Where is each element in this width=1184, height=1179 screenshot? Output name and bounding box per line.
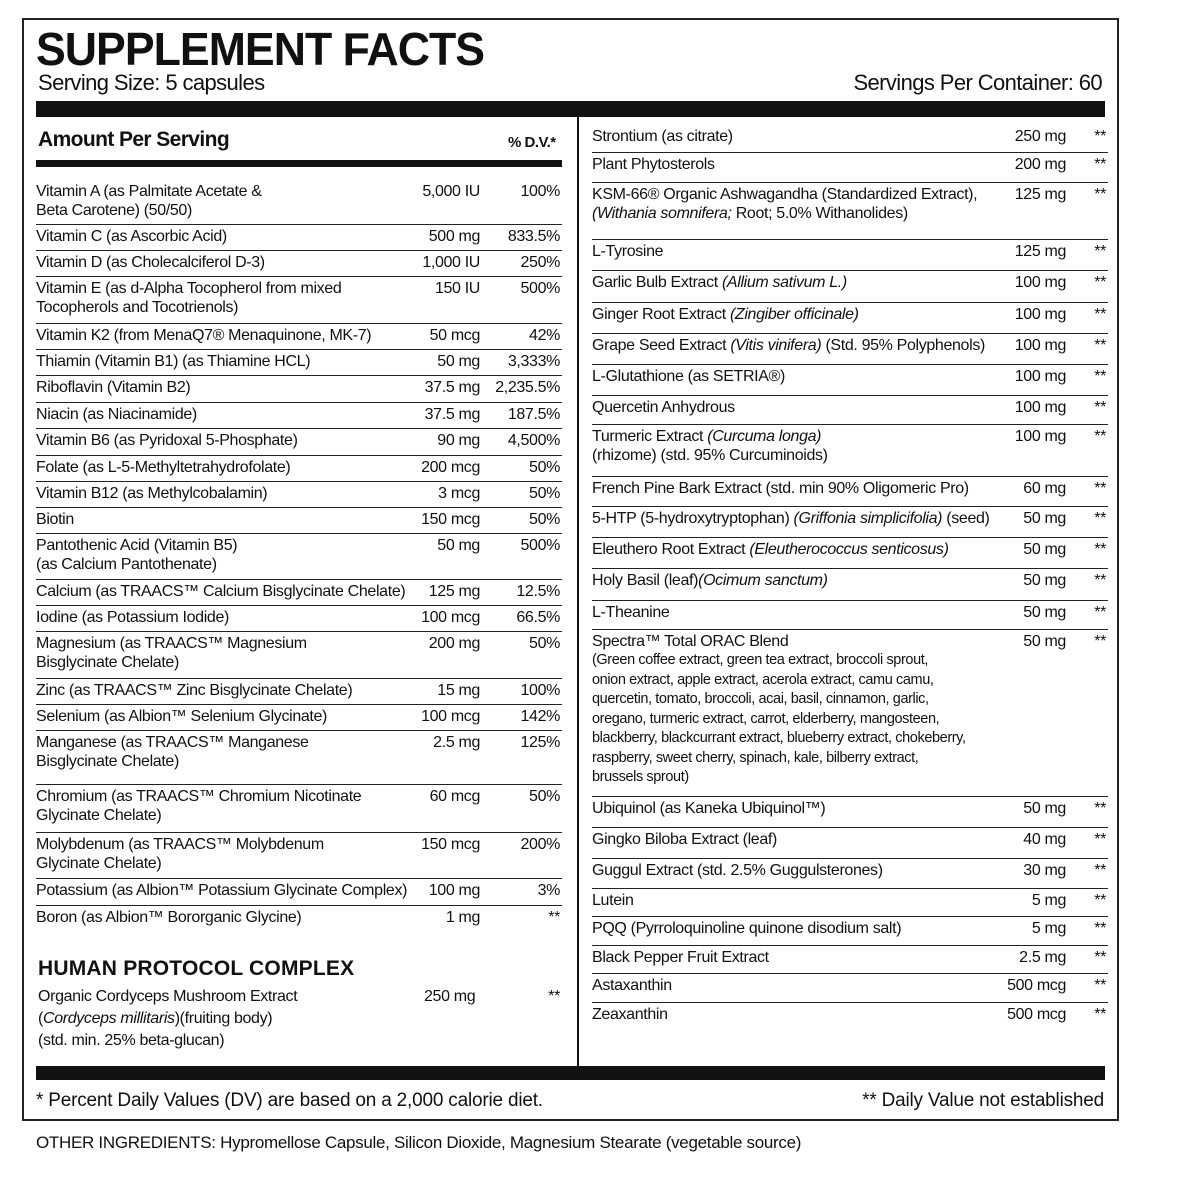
nutrient-row [592, 183, 1108, 240]
name-text: Vitamin D (as Cholecalciferol D-3) [36, 254, 265, 271]
name-text: Vitamin A (as Palmitate Acetate & Beta Carotene) (50/50) [36, 183, 262, 219]
name-text: Chromium (as TRAACS™ Chromium Nicotinate Glycinate Chelate) [36, 788, 362, 824]
nutrient-row [592, 917, 1108, 946]
nutrient-row [592, 425, 1108, 477]
nutrient-amount: 125 mg [1014, 186, 1066, 203]
nutrient-row [36, 632, 562, 679]
nutrient-amount: 100 mg [1014, 428, 1066, 445]
nutrient-row [592, 946, 1108, 974]
name-text: Ginger Root Extract [592, 306, 730, 323]
name-text: Holy Basil (leaf) [592, 572, 699, 589]
name-text: Manganese (as TRAACS™ Manganese Bisglycinate Chelate) [36, 734, 309, 770]
nutrient-amount: 2.5 mg [1019, 949, 1066, 966]
nutrient-name [36, 484, 267, 503]
nutrient-row [592, 828, 1108, 859]
name-text: Vitamin C (as Ascorbic Acid) [36, 228, 227, 245]
nutrient-amount: 30 mg [1023, 862, 1066, 879]
name-text: 5-HTP (5-hydroxytryptophan) [592, 510, 794, 527]
nutrient-row [592, 303, 1108, 334]
name-text: PQQ (Pyrroloquinoline quinone disodium salt) [592, 920, 902, 937]
panel-title: SUPPLEMENT FACTS [36, 23, 485, 75]
nutrient-amount: 50 mg [1023, 510, 1066, 527]
not-established-footnote: ** Daily Value not established [862, 1090, 1104, 1111]
name-text: Magnesium (as TRAACS™ Magnesium Bisglycinate Chelate) [36, 635, 307, 671]
nutrient-row [36, 429, 562, 456]
name-text: Selenium (as Albion™ Selenium Glycinate) [36, 708, 328, 725]
nutrient-row [592, 271, 1108, 303]
nutrient-dv: ** [1094, 920, 1106, 937]
nutrient-amount: 5 mg [1031, 892, 1066, 909]
nutrient-amount: 90 mg [437, 432, 480, 449]
nutrient-name [592, 242, 663, 261]
name-text: L-Glutathione (as SETRIA®) [592, 368, 785, 385]
dv-footnote: * Percent Daily Values (DV) are based on a 2,000 calorie diet. [36, 1090, 543, 1111]
nutrient-amount: 40 mg [1023, 831, 1066, 848]
nutrient-name [36, 881, 407, 900]
name-text: Riboflavin (Vitamin B2) [36, 379, 191, 396]
nutrient-amount: 100 mg [1014, 274, 1066, 291]
name-text: Thiamin (Vitamin B1) (as Thiamine HCL) [36, 353, 311, 370]
nutrient-name [36, 634, 307, 672]
nutrient-name [36, 787, 361, 825]
nutrient-dv: 250% [520, 254, 560, 271]
nutrient-row [592, 889, 1108, 917]
nutrient-amount: 100 mg [1014, 399, 1066, 416]
name-text: Niacin (as Niacinamide) [36, 406, 197, 423]
nutrient-dv: ** [1094, 541, 1106, 558]
nutrient-name [592, 398, 735, 417]
nutrient-name [592, 861, 883, 880]
nutrient-amount: 50 mcg [429, 327, 480, 344]
nutrient-amount: 200 mg [428, 635, 480, 652]
name-text: (Std. 95% Polyphenols) [821, 337, 985, 354]
nutrient-dv: ** [548, 909, 560, 926]
name-text: Vitamin K2 (from MenaQ7® Menaquinone, MK-7) [36, 327, 372, 344]
name-text: Eleuthero Root Extract [592, 541, 750, 558]
latin-name: (Withania somnifera; [592, 205, 732, 222]
nutrient-name [36, 536, 237, 574]
name-text: Organic Cordyceps Mushroom Extract ( [38, 988, 298, 1027]
nutrient-row [36, 350, 562, 376]
nutrient-name [592, 367, 785, 386]
nutrient-name [592, 799, 825, 818]
name-text: Astaxanthin [592, 977, 672, 994]
nutrient-name [36, 908, 301, 927]
nutrient-name [592, 948, 769, 967]
name-text: Garlic Bulb Extract [592, 274, 722, 291]
nutrient-dv: 200% [520, 836, 560, 853]
nutrient-amount: 100 mg [1014, 368, 1066, 385]
column-divider [577, 117, 579, 1067]
nutrient-name [36, 733, 309, 771]
nutrient-name [36, 431, 298, 450]
table-header-bar [36, 160, 562, 167]
nutrient-dv: ** [1094, 800, 1106, 817]
footer-divider-bar [36, 1066, 1105, 1080]
nutrient-dv: 187.5% [507, 406, 560, 423]
nutrient-amount: 100 mcg [421, 708, 480, 725]
nutrient-dv: 833.5% [507, 228, 560, 245]
nutrient-row [592, 477, 1108, 507]
nutrient-amount: 50 mg [1023, 572, 1066, 589]
latin-name: (Eleutherococcus senticosus) [749, 541, 949, 558]
name-text: Pantothenic Acid (Vitamin B5) (as Calcium Pantothenate) [36, 537, 238, 573]
nutrient-amount: 150 mcg [421, 836, 480, 853]
latin-name: (Allium sativum L.) [721, 274, 847, 291]
nutrient-row [592, 365, 1108, 396]
nutrient-dv: ** [1094, 243, 1106, 260]
nutrient-dv: 2,235.5% [495, 379, 560, 396]
nutrient-amount: 100 mg [428, 882, 480, 899]
nutrient-amount: 200 mg [1014, 156, 1066, 173]
nutrient-row [36, 679, 562, 705]
nutrient-dv: ** [1094, 368, 1106, 385]
nutrient-name [592, 603, 669, 622]
nutrient-amount: 100 mg [1014, 337, 1066, 354]
nutrient-name [592, 830, 777, 849]
nutrient-dv: ** [1094, 186, 1106, 203]
nutrient-row [36, 376, 562, 403]
nutrient-row [36, 534, 562, 580]
nutrient-row [592, 538, 1108, 569]
nutrient-dv: 100% [520, 682, 560, 699]
complex-ingredient-name [38, 988, 297, 1049]
nutrient-name [36, 681, 352, 700]
nutrient-dv: ** [1094, 274, 1106, 291]
nutrient-row [36, 456, 562, 482]
nutrient-dv: 100% [520, 183, 560, 200]
nutrient-amount: 60 mg [1023, 480, 1066, 497]
name-text: )(fruiting body) (std. min. 25% beta-glucan) [38, 1010, 273, 1049]
name-text: Vitamin B12 (as Methylcobalamin) [36, 485, 268, 502]
name-text: Quercetin Anhydrous [592, 399, 735, 416]
nutrient-amount: 1 mg [445, 909, 480, 926]
nutrient-amount: 37.5 mg [424, 379, 480, 396]
name-text: Biotin [36, 511, 74, 528]
nutrient-dv: 50% [529, 788, 560, 805]
nutrient-row [36, 324, 562, 350]
nutrient-dv: 500% [520, 537, 560, 554]
nutrient-dv: 42% [529, 327, 560, 344]
nutrient-name [592, 1005, 668, 1024]
name-text: (seed) [942, 510, 990, 527]
nutrient-row [592, 240, 1108, 271]
name-text: Turmeric Extract [592, 428, 708, 445]
header-divider-bar [36, 101, 1105, 117]
servings-per-container: Servings Per Container: 60 [853, 70, 1102, 95]
name-text: Black Pepper Fruit Extract [592, 949, 769, 966]
nutrient-name [592, 479, 969, 498]
name-text: KSM-66® Organic Ashwagandha (Standardized Extract), [592, 186, 978, 203]
nutrient-name [592, 571, 828, 590]
nutrient-amount: 500 mg [428, 228, 480, 245]
nutrient-amount: 50 mg [437, 537, 480, 554]
nutrient-dv: ** [1094, 949, 1106, 966]
nutrient-amount: 200 mcg [421, 459, 480, 476]
nutrient-row [592, 396, 1108, 425]
nutrient-row [36, 906, 562, 935]
nutrient-row [36, 508, 562, 534]
nutrient-row [36, 833, 562, 879]
name-text: Grape Seed Extract [592, 337, 731, 354]
latin-name: Cordyceps millitaris [42, 1010, 175, 1027]
nutrient-dv: 12.5% [516, 583, 560, 600]
nutrient-name [592, 891, 634, 910]
nutrient-amount: 15 mg [437, 682, 480, 699]
other-ingredients: OTHER INGREDIENTS: Hypromellose Capsule, Silicon Dioxide, Magnesium Stearate (vegetable source) [36, 1133, 802, 1152]
name-text: Molybdenum (as TRAACS™ Molybdenum Glycinate Chelate) [36, 836, 324, 872]
nutrient-dv: 50% [529, 459, 560, 476]
nutrient-dv: ** [1094, 306, 1106, 323]
nutrient-name [592, 976, 672, 995]
nutrient-dv: ** [1094, 480, 1106, 497]
nutrient-row [592, 601, 1108, 630]
nutrient-dv: ** [1094, 510, 1106, 527]
nutrient-row [36, 580, 562, 606]
name-text: Ubiquinol (as Kaneka Ubiquinol™) [592, 800, 826, 817]
nutrient-amount: 50 mg [1023, 604, 1066, 621]
nutrient-amount: 50 mg [1023, 800, 1066, 817]
nutrient-dv: 50% [529, 485, 560, 502]
nutrient-name [36, 835, 324, 873]
nutrient-row [36, 225, 562, 251]
name-text: Strontium (as citrate) [592, 128, 733, 145]
nutrient-amount: 1,000 IU [422, 254, 480, 271]
nutrient-row [592, 153, 1108, 183]
nutrient-amount: 60 mcg [429, 788, 480, 805]
nutrient-name [592, 305, 859, 324]
nutrient-amount: 37.5 mg [424, 406, 480, 423]
name-text: (rhizome) (std. 95% Curcuminoids) [592, 447, 828, 464]
dv-heading: % D.V.* [508, 134, 556, 151]
nutrient-amount: 500 mcg [1007, 977, 1066, 994]
nutrient-dv: 50% [529, 511, 560, 528]
nutrient-dv: 125% [520, 734, 560, 751]
name-text: Boron (as Albion™ Bororganic Glycine) [36, 909, 302, 926]
nutrient-name [592, 127, 733, 146]
complex-title: HUMAN PROTOCOL COMPLEX [38, 957, 355, 980]
name-text: Calcium (as TRAACS™ Calcium Bisglycinate Chelate) [36, 583, 406, 600]
nutrient-amount: 150 mcg [421, 511, 480, 528]
nutrient-name [36, 227, 227, 246]
nutrient-row [36, 606, 562, 632]
nutrient-dv: 142% [520, 708, 560, 725]
nutrient-amount: 3 mcg [438, 485, 480, 502]
nutrient-dv: 50% [529, 635, 560, 652]
nutrient-row [36, 879, 562, 906]
nutrient-name [592, 273, 847, 292]
nutrient-name [592, 427, 828, 465]
nutrient-amount: 50 mg [437, 353, 480, 370]
name-text: Gingko Biloba Extract (leaf) [592, 831, 777, 848]
complex-dv: ** [548, 988, 560, 1005]
name-text: Potassium (as Albion™ Potassium Glycinate Complex) [36, 882, 408, 899]
nutrient-name [592, 632, 966, 788]
nutrient-name [36, 582, 405, 601]
name-text: Iodine (as Potassium Iodide) [36, 609, 229, 626]
complex-amount: 250 mg [424, 988, 476, 1005]
nutrient-name [36, 378, 190, 397]
nutrient-dv: ** [1094, 977, 1106, 994]
nutrient-name [36, 707, 327, 726]
nutrient-name [592, 540, 949, 559]
nutrient-name [36, 458, 290, 477]
nutrient-row [36, 180, 562, 225]
nutrient-dv: ** [1094, 572, 1106, 589]
nutrient-row [36, 251, 562, 277]
nutrient-dv: 66.5% [516, 609, 560, 626]
nutrient-amount: 100 mcg [421, 609, 480, 626]
right-nutrient-list [592, 125, 1108, 1032]
nutrient-name [592, 919, 901, 938]
nutrient-row [592, 974, 1108, 1003]
name-text: Vitamin E (as d-Alpha Tocopherol from mixed Tocopherols and Tocotrienols) [36, 280, 342, 316]
nutrient-dv: ** [1094, 428, 1106, 445]
nutrient-name [36, 253, 265, 272]
amount-per-serving-heading: Amount Per Serving [38, 128, 230, 151]
nutrient-name [36, 326, 371, 345]
nutrient-row [36, 482, 562, 508]
nutrient-dv: ** [1094, 399, 1106, 416]
nutrient-dv: 3,333% [507, 353, 560, 370]
name-text: French Pine Bark Extract (std. min 90% Oligomeric Pro) [592, 480, 969, 497]
nutrient-name [592, 509, 990, 528]
name-text: Plant Phytosterols [592, 156, 715, 173]
nutrient-amount: 150 IU [434, 280, 480, 297]
nutrient-amount: 2.5 mg [433, 734, 480, 751]
nutrient-amount: 500 mcg [1007, 1006, 1066, 1023]
name-text: L-Theanine [592, 604, 670, 621]
nutrient-dv: ** [1094, 604, 1106, 621]
nutrient-dv: ** [1094, 1006, 1106, 1023]
nutrient-row [36, 785, 562, 833]
nutrient-name [36, 405, 197, 424]
nutrient-name [36, 352, 310, 371]
nutrient-amount: 125 mg [1014, 243, 1066, 260]
nutrient-name [36, 608, 229, 627]
latin-name: (Curcuma longa) [707, 428, 822, 445]
nutrient-amount: 100 mg [1014, 306, 1066, 323]
nutrient-row [36, 403, 562, 429]
nutrient-row [592, 1003, 1108, 1032]
nutrient-amount: 250 mg [1014, 128, 1066, 145]
complex-row [38, 986, 562, 1052]
nutrient-row [36, 705, 562, 731]
nutrient-dv: ** [1094, 633, 1106, 650]
nutrient-name [36, 510, 74, 529]
nutrient-dv: ** [1094, 128, 1106, 145]
nutrient-row [36, 731, 562, 785]
nutrient-name [592, 155, 715, 174]
latin-name: (Griffonia simplicifolia) [793, 510, 943, 527]
latin-name: (Zingiber officinale) [729, 306, 859, 323]
nutrient-amount: 125 mg [428, 583, 480, 600]
nutrient-amount: 5,000 IU [422, 183, 480, 200]
nutrient-name [592, 336, 985, 355]
nutrient-amount: 50 mg [1023, 633, 1066, 650]
name-text: Zeaxanthin [592, 1006, 668, 1023]
nutrient-dv: 500% [520, 280, 560, 297]
blend-ingredients: (Green coffee extract, green tea extract, broccoli sprout, onion extract, apple extract, acerola extract, camu camu, quercetin, tomato, broccoli, acai, basil, cinnamon, garlic, oregano, turmeric extract, carrot, elderberry, mangosteen, blackberry, blackcurrant extract, blueberry extract, chokeberry, raspberry, sweet cherry, spinach, kale, bilberry extract, brussels sprout) [592, 652, 966, 785]
nutrient-name [592, 185, 977, 223]
nutrient-name [36, 182, 262, 220]
nutrient-amount: 50 mg [1023, 541, 1066, 558]
nutrient-row [592, 334, 1108, 365]
serving-size: Serving Size: 5 capsules [38, 70, 265, 95]
nutrient-row [592, 630, 1108, 797]
left-nutrient-list [36, 180, 562, 935]
nutrient-amount: 5 mg [1031, 920, 1066, 937]
nutrient-row [592, 125, 1108, 153]
nutrient-dv: ** [1094, 337, 1106, 354]
nutrient-dv: ** [1094, 862, 1106, 879]
name-text: Zinc (as TRAACS™ Zinc Bisglycinate Chelate) [36, 682, 353, 699]
nutrient-dv: ** [1094, 892, 1106, 909]
name-text: Vitamin B6 (as Pyridoxal 5-Phosphate) [36, 432, 298, 449]
nutrient-row [592, 797, 1108, 828]
name-text: Root; 5.0% Withanolides) [731, 205, 908, 222]
nutrient-dv: ** [1094, 156, 1106, 173]
nutrient-dv: 4,500% [507, 432, 560, 449]
latin-name: (Ocimum sanctum) [698, 572, 828, 589]
nutrient-row [592, 859, 1108, 889]
latin-name: (Vitis vinifera) [730, 337, 822, 354]
nutrient-dv: 3% [537, 882, 560, 899]
nutrient-dv: ** [1094, 831, 1106, 848]
nutrient-row [592, 569, 1108, 601]
name-text: Lutein [592, 892, 634, 909]
nutrient-name [36, 279, 341, 317]
name-text: Spectra™ Total ORAC Blend [592, 633, 789, 650]
name-text: Guggul Extract (std. 2.5% Guggulsterones) [592, 862, 883, 879]
name-text: Folate (as L-5-Methyltetrahydrofolate) [36, 459, 291, 476]
name-text: L-Tyrosine [592, 243, 664, 260]
nutrient-row [36, 277, 562, 324]
nutrient-row [592, 507, 1108, 538]
